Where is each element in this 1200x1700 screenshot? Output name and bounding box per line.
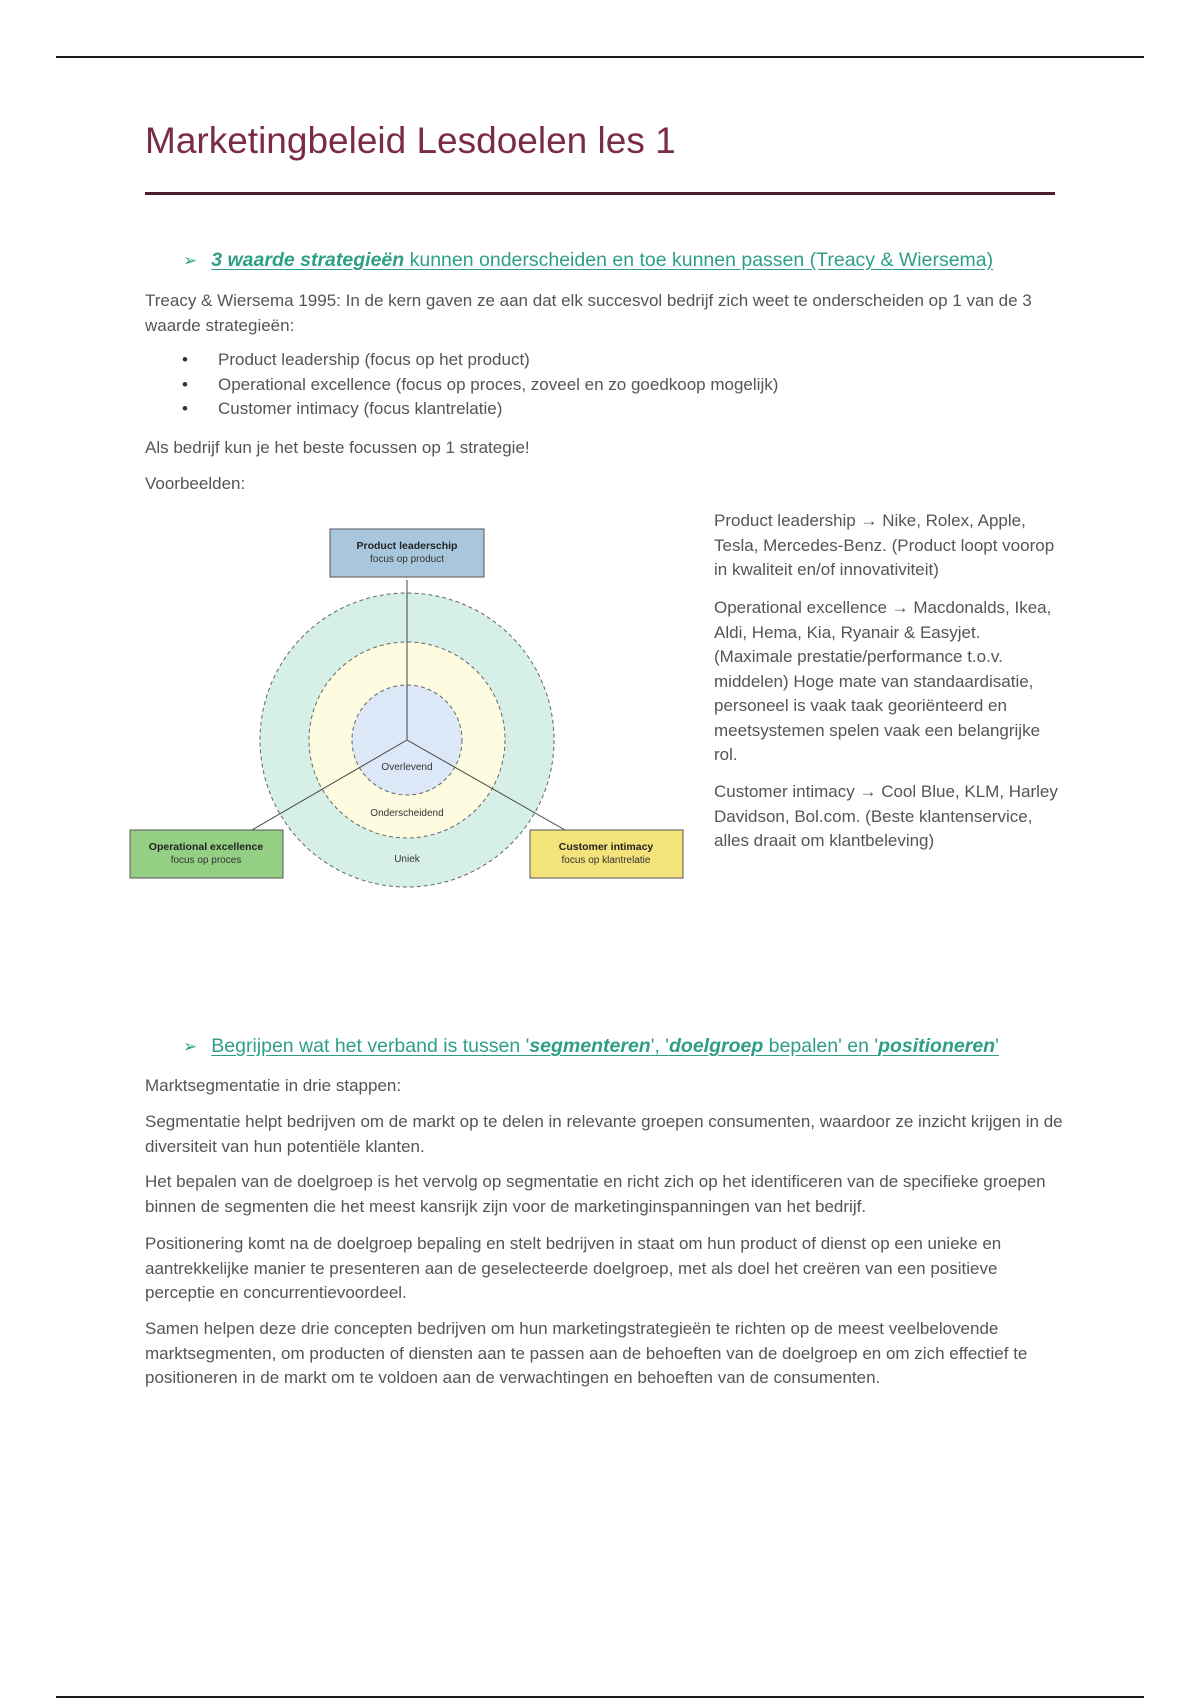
example-operational-excellence: Operational excellence → Macdonalds, Ikea, Aldi, Hema, Kia, Ryanair & Easyjet. (Maximale prestatie/performance t.o.v. middelen) Hoge mate van standaardisatie, personeel is vaak taak georiënteerd en meetsystemen spelen vaak een belangrijke rol. [714,598,1052,764]
box-product-leadership [330,529,484,577]
section1-heading-text [211,249,993,271]
list-item: • Product leadership (focus op het product) [145,348,778,373]
example-customer-intimacy: Customer intimacy → Cool Blue, KLM, Harley Davidson, Bol.com. (Beste klantenservice, alles draait om klantbeleving) [714,782,1058,850]
value-disciplines-diagram [120,515,690,895]
section1-heading-rest: kunnen onderscheiden en toe kunnen passen (Treacy & Wiersema) [404,249,994,271]
section1-advice: Als bedrijf kun je het beste focussen op 1 strategie! [145,438,530,457]
section2-heading-part3: bepalen' en ' [763,1035,879,1057]
box-customer-intimacy-sub: focus op klantrelatie [561,855,651,866]
examples-label: Voorbeelden: [145,474,246,493]
section2-paragraph: Samen helpen deze drie concepten bedrijven om hun marketingstrategieën te richten op de meest veelbelovende marktsegmenten, om producten of diensten aan te passen aan de behoeften van de doelgroep en om zich effectief te positioneren in de markt om te voldoen aan de verwachtingen en behoeften van de consumenten. [145,1319,1028,1387]
ring-label-middle: Onderscheidend [370,808,444,819]
page-title: Marketingbeleid Lesdoelen les 1 [145,120,676,161]
section2-heading-part1: Begrijpen wat het verband is tussen ' [211,1035,530,1057]
section1-heading-bold: 3 waarde strategieën [211,249,405,271]
section2-heading [183,1035,999,1058]
arrow-bullet-icon: ➢ [183,251,198,270]
page-bottom-rule [56,1696,1144,1698]
list-item: • Operational excellence (focus op proces, zoveel en zo goedkoop mogelijk) [145,373,778,398]
ring-label-outer: Uniek [394,854,420,865]
section1-intro: Treacy & Wiersema 1995: In de kern gaven ze aan dat elk succesvol bedrijf zich weet te onderscheiden op 1 van de 3 waarde strategieën: [145,291,1032,335]
section2-heading-part2: ', ' [650,1035,669,1057]
box-product-leadership-sub: focus op product [370,554,444,565]
section2-heading-bold3: positioneren [878,1035,996,1057]
section2-heading-bold1: segmenteren [529,1035,651,1057]
section2-heading-bold2: doelgroep [669,1035,764,1057]
box-customer-intimacy [530,830,683,878]
section1-heading [183,249,993,272]
section2-heading-part4: ' [995,1035,999,1057]
arrow-bullet-icon: ➢ [183,1037,198,1056]
box-customer-intimacy-title: Customer intimacy [558,841,654,853]
example-product-leadership: Product leadership → Nike, Rolex, Apple, Tesla, Mercedes-Benz. (Product loopt voorop in kwaliteit en/of innovativiteit) [714,511,1055,579]
section2-heading-text [211,1035,999,1057]
box-product-leadership-title: Product leaderschip [356,540,458,552]
section2-paragraph: Segmentatie helpt bedrijven om de markt op te delen in relevante groepen consumenten, waardoor ze inzicht krijgen in de diversiteit van hun potentiële klanten. [145,1112,1063,1156]
box-operational-excellence-title: Operational excellence [148,841,264,853]
section2-paragraph: Het bepalen van de doelgroep is het vervolg op segmentatie en richt zich op het identificeren van de specifieke groepen binnen de segmenten die het meest kansrijk zijn voor de marketinginspanningen van het bedrijf. [145,1172,1046,1216]
list-item: • Customer intimacy (focus klantrelatie) [145,397,778,422]
page-top-rule [56,56,1144,58]
title-underline [145,192,1055,195]
strategy-list [145,348,778,422]
box-operational-excellence-sub: focus op proces [170,855,242,866]
section2-paragraph: Marktsegmentatie in drie stappen: [145,1076,402,1095]
section2-paragraph: Positionering komt na de doelgroep bepaling en stelt bedrijven in staat om hun product of dienst op een unieke en aantrekkelijke manier te presenteren aan de geselecteerde doelgroep, met als doel het creëren van een positieve perceptie en concurrentievoordeel. [145,1234,1002,1302]
box-operational-excellence [130,830,283,878]
ring-label-inner: Overlevend [381,762,433,773]
